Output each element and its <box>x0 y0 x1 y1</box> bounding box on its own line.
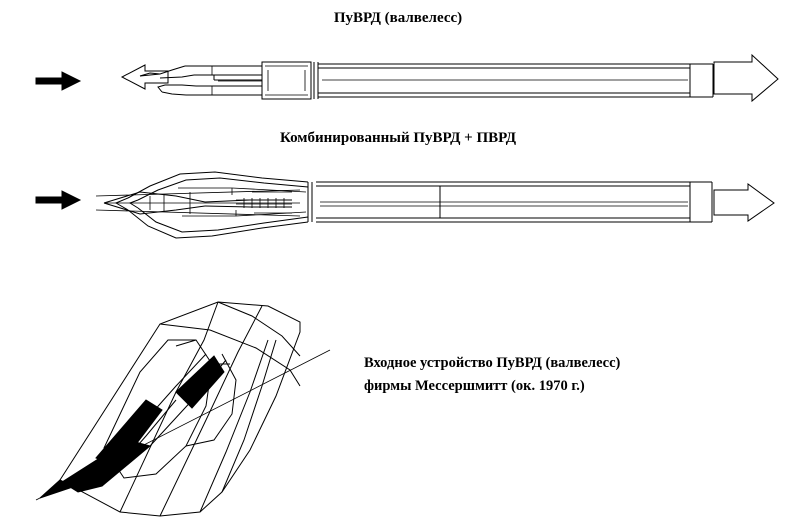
title-combined-pulsejet-ramjet: Комбинированный ПуВРД + ПВРД <box>279 130 517 146</box>
caption-inlet-line-1: Входное устройство ПуВРД (валвелесс) <box>364 355 621 371</box>
title-pulsejet-valveless: ПуВРД (валвелесс) <box>333 10 463 26</box>
caption-inlet-line-2: фирмы Мессершмитт (ок. 1970 г.) <box>364 378 585 394</box>
inlet-shaded-surfaces <box>62 356 224 492</box>
